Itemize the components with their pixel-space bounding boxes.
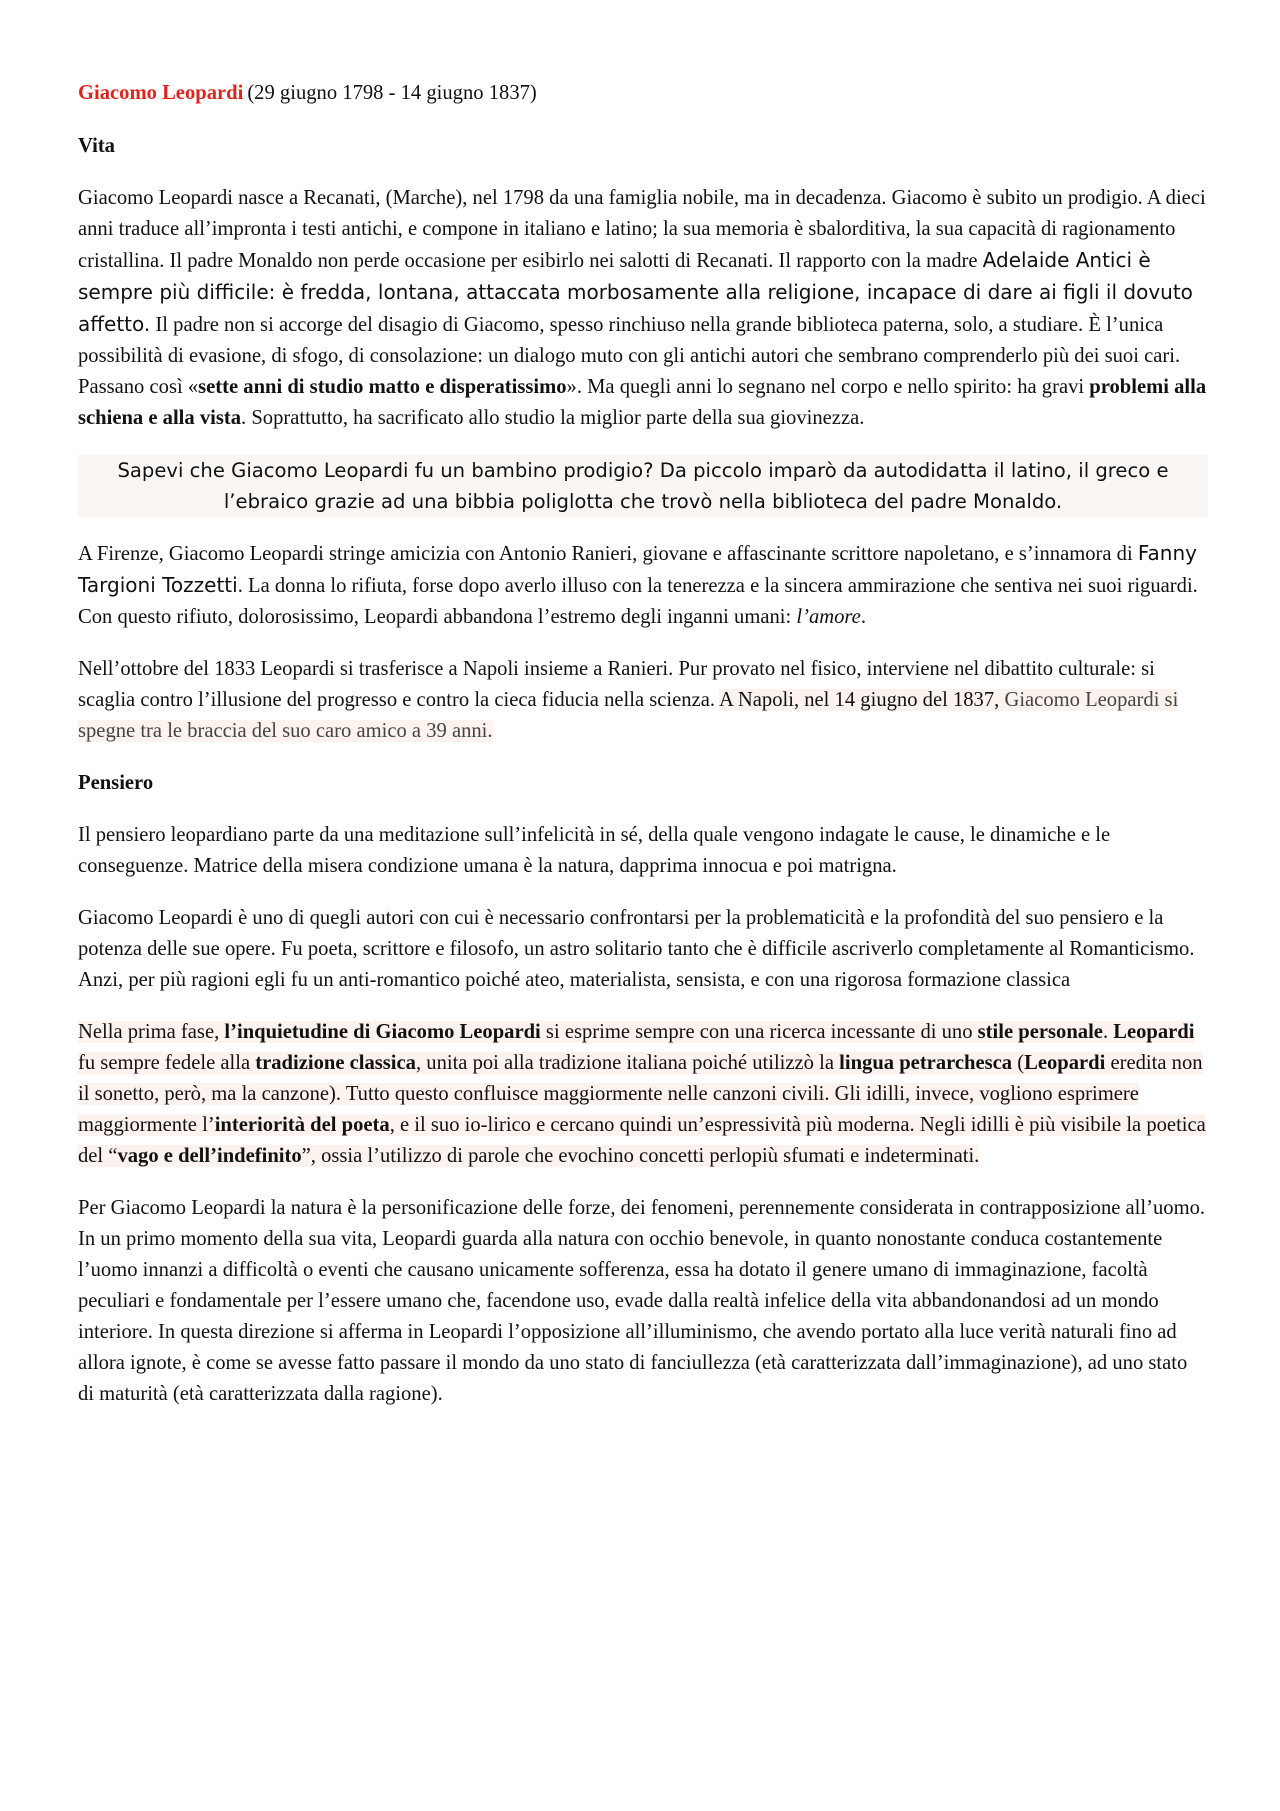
- pensiero-paragraph-4: Per Giacomo Leopardi la natura è la personificazione delle forze, dei fenomeni, perennemente considerata in contrapposizione all’uomo. In un primo momento della sua vita, Leopardi guarda alla natura con occhio benevole, in quanto nonostante conduca costantemente l’uomo innanzi a difficoltà o eventi che causano unicamente sofferenza, essa ha dotato il genere umano di immaginazione, facoltà peculiari e fondamentale per l’essere umano che, facendone uso, evade dalla realtà infelice della vita abbandonandosi ad un mondo interiore. In questa direzione si afferma in Leopardi l’opposizione all’illuminismo, che avendo portato alla luce verità naturali fino ad allora ignote, è come se avesse fatto passare il mondo da uno stato di fanciullezza (età caratterizzata dall’immaginazione), ad uno stato di maturità (età caratterizzata dalla ragione).: [78, 1197, 1206, 1405]
- bold-text: sette anni di studio matto e disperatissimo: [198, 376, 567, 398]
- section-heading-vita: Vita: [78, 135, 115, 157]
- pensiero-paragraph-1: Il pensiero leopardiano parte da una meditazione sull’infelicità in sé, della quale vengono indagate le cause, le dinamiche e le conseguenze. Matrice della misera condizione umana è la natura, dapprima innocua e poi matrigna.: [78, 824, 1111, 877]
- highlighted-text: A Napoli, nel 14 giugno del 1837,: [719, 689, 1000, 711]
- text-run: si esprime sempre con una ricerca incessante di uno: [540, 1021, 978, 1043]
- text-run: ”, ossia l’utilizzo di parole che evochino concetti perlopiù sfumati e indeterminati.: [301, 1145, 980, 1167]
- text-run: , unita poi alla tradizione italiana poiché utilizzò la: [415, 1052, 840, 1074]
- vita-paragraph-1: [78, 183, 1208, 434]
- text-run: Giacomo Leopardi nasce a Recanati, (Marche), nel 1798 da una famiglia nobile, ma in decadenza. Giacomo è subito un prodigio. A dieci anni traduce all’impronta i testi antichi, e compone in italiano e latino; la sua memoria è sbalorditiva, la sua capacità di ragionamento cristallina. Il padre Monaldo non perde occasione per esibirlo nei salotti di Recanati. Il rapporto con la madre: [78, 187, 1206, 272]
- text-run: Il padre non si accorge del disagio di Giacomo, spesso rinchiuso nella grande biblioteca paterna, solo, a studiare. È l’unica possibilità di evasione, di sfogo, di consolazione: un dialogo muto con gli antichi autori che sembrano comprenderlo più dei suoi cari. Passano così «: [78, 314, 1181, 398]
- text-run: Fanny Targioni Tozzetti: [78, 541, 1197, 597]
- text-run: A Firenze, Giacomo Leopardi stringe amicizia con Antonio Ranieri, giovane e affascinante scrittore napoletano, e s’innamora di: [78, 543, 1138, 565]
- italic-text: l’amore: [796, 606, 861, 628]
- bold-text: vago e dell’indefinito: [117, 1145, 302, 1167]
- text-run: (: [1012, 1052, 1025, 1074]
- document-page: [78, 78, 1208, 1431]
- pensiero-paragraph-2: Giacomo Leopardi è uno di quegli autori con cui è necessario confrontarsi per la problematicità e la profondità del suo pensiero e la potenza delle sue opere. Fu poeta, scrittore e filosofo, un astro solitario tanto che è difficile ascriverlo completamente al Romanticismo. Anzi, per più ragioni egli fu un anti-romantico poiché ateo, materialista, sensista, e con una rigorosa formazione classica: [78, 907, 1195, 991]
- text-run: . Soprattutto, ha sacrificato allo studio la miglior parte della sua giovinezza.: [241, 407, 865, 429]
- pensiero-paragraph-3: [78, 1017, 1208, 1172]
- section-heading-pensiero: Pensiero: [78, 772, 154, 794]
- text-run: Nell’ottobre del 1833 Leopardi si trasferisce a Napoli insieme a Ranieri. Pur provato nel fisico, interviene nel dibattito culturale: si scaglia contro l’illusione del progresso e contro la cieca fiducia nella scienza.: [78, 658, 1155, 711]
- bold-text: problemi alla schiena e alla vista: [78, 376, 1207, 429]
- author-dates: (29 giugno 1798 - 14 giugno 1837): [247, 82, 537, 104]
- bold-text: stile personale: [977, 1021, 1103, 1043]
- text-run: eredita non il sonetto, però, ma la canzone). Tutto questo confluisce maggiormente nelle canzoni civili. Gli idilli, invece, vogliono esprimere maggiormente l’: [78, 1052, 1203, 1136]
- bold-text: interiorità del poeta: [214, 1114, 390, 1136]
- text-run: . La donna lo rifiuta, forse dopo averlo illuso con la tenerezza e la sincera ammirazione che sentiva nei suoi riguardi. Con questo rifiuto, dolorosissimo, Leopardi abbandona l’estremo degli inganni umani:: [78, 575, 1198, 628]
- text-run: fu sempre fedele alla: [78, 1052, 256, 1074]
- text-run: ». Ma quegli anni lo segnano nel corpo e nello spirito: ha gravi: [566, 376, 1090, 398]
- bold-text: Leopardi: [1024, 1052, 1106, 1074]
- bold-text: l’inquietudine di Giacomo Leopardi: [224, 1021, 541, 1043]
- bold-text: lingua petrarchesca: [839, 1052, 1013, 1074]
- text-run: , e il suo io-lirico e cercano quindi un’espressività più moderna. Negli idilli è più visibile la poetica del “: [78, 1114, 1206, 1167]
- vita-paragraph-2: [78, 538, 1208, 633]
- text-run: Adelaide Antici è sempre più difficile: è fredda, lontana, attaccata morbosamente alla religione, incapace di dare ai figli il dovuto affetto.: [78, 248, 1193, 336]
- text-run: Nella prima fase,: [78, 1021, 225, 1043]
- vita-paragraph-3: [78, 654, 1208, 747]
- text-run: .: [860, 606, 866, 628]
- bold-text: Leopardi: [1113, 1021, 1195, 1043]
- text-run: .: [1102, 1021, 1114, 1043]
- did-you-know-callout: Sapevi che Giacomo Leopardi fu un bambino prodigio? Da piccolo imparò da autodidatta il latino, il greco e l’ebraico grazie ad una bibbia poliglotta che trovò nella biblioteca del padre Monaldo.: [78, 455, 1208, 517]
- document-title: [78, 78, 1208, 109]
- bold-text: tradizione classica: [255, 1052, 416, 1074]
- author-name: Giacomo Leopardi: [78, 82, 244, 104]
- highlighted-text: Giacomo Leopardi si spegne tra le braccia del suo caro amico a 39 anni.: [78, 689, 1179, 742]
